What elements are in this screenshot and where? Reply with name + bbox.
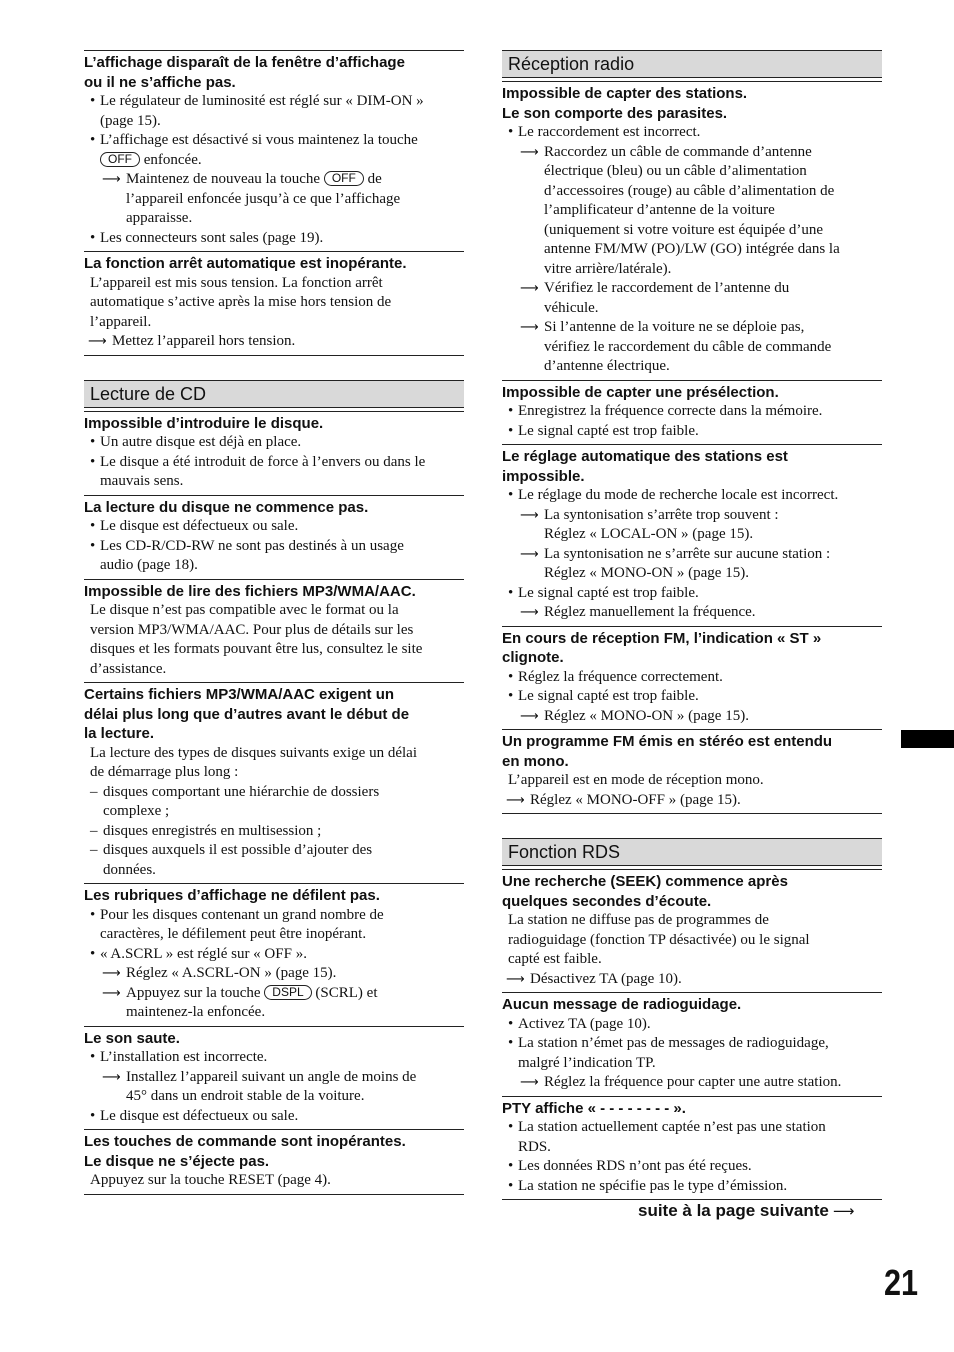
text-line: La station actuellement captée n’est pas une station	[518, 1119, 826, 1135]
text-line: Le son saute.	[84, 1029, 180, 1047]
text-line: audio (page 18).	[100, 557, 198, 573]
troubleshooting-entry	[84, 495, 464, 579]
text-line: d’antenne électrique.	[544, 358, 670, 374]
text-line: de démarrage plus long :	[90, 764, 239, 780]
dash-item	[84, 783, 464, 822]
text-line: (page 15).	[100, 112, 161, 129]
text-line: Les CD-R/CD-RW ne sont pas destinés à un usage	[100, 537, 404, 554]
text-line: Le signal capté est trop faible.	[518, 422, 699, 439]
text-line: en mono.	[502, 752, 569, 770]
text-line: Réglez « A.SCRL-ON » (page 15).	[126, 965, 337, 981]
text-line: L’affichage disparaît de la fenêtre d’affichage	[84, 54, 405, 71]
problem-heading	[502, 872, 882, 911]
troubleshooting-entry	[502, 1096, 882, 1201]
text-line: L’appareil est mis sous tension. La fonction arrêt	[90, 274, 383, 291]
text-line: maintenez-la enfoncée.	[126, 1004, 266, 1020]
cause-bullet	[502, 1177, 882, 1197]
cause-bullet	[502, 1034, 882, 1073]
section-heading-cd: Lecture de CD	[84, 380, 464, 408]
display-and-power-troubleshooting	[84, 50, 464, 356]
rds-troubleshooting	[502, 869, 882, 1200]
text-line: Réglez « MONO-ON » (page 15).	[544, 707, 749, 724]
text-line: malgré l’indication TP.	[518, 1054, 656, 1071]
troubleshooting-entry	[502, 81, 882, 380]
text-line: Maintenez de nouveau la touche	[126, 171, 324, 187]
cd-troubleshooting	[84, 411, 464, 1195]
cause-bullet	[502, 668, 882, 688]
text-line: enfoncée.	[140, 151, 202, 168]
text-line: Le disque est défectueux ou sale.	[100, 1107, 299, 1124]
text-line: d’assistance.	[90, 660, 167, 677]
explanation-text	[90, 601, 464, 679]
section-heading-radio: Réception radio	[502, 50, 882, 78]
problem-heading	[502, 995, 882, 1015]
text-line: de	[363, 171, 382, 187]
cause-bullet	[84, 453, 464, 492]
dash-item	[84, 841, 464, 880]
text-line: La lecture des types de disques suivants exige un délai	[90, 744, 417, 761]
cause-bullet	[84, 906, 464, 945]
problem-heading	[502, 447, 882, 486]
text-line: Les touches de commande sont inopérantes.	[84, 1133, 406, 1150]
troubleshooting-entry	[502, 729, 882, 814]
cause-bullet	[502, 486, 882, 506]
remedy-step	[84, 1068, 464, 1107]
problem-heading	[84, 254, 464, 274]
right-column	[502, 50, 882, 1200]
remedy-step	[502, 791, 882, 811]
troubleshooting-entry	[502, 626, 882, 730]
text-line: version MP3/WMA/AAC. Pour plus de détails sur les	[90, 621, 414, 638]
text-line: Le disque ne s’éjecte pas.	[84, 1152, 270, 1170]
text-line: Si l’antenne de la voiture ne se déploie pas,	[544, 319, 805, 335]
cause-bullet	[502, 1118, 882, 1157]
remedy-step	[502, 279, 882, 318]
text-line: PTY affiche « - - - - - - - - ».	[502, 1099, 686, 1117]
remedy-step	[502, 970, 882, 990]
text-line: disques enregistrés en multisession ;	[103, 822, 322, 839]
text-line: Aucun message de radioguidage.	[502, 996, 742, 1013]
arrow-right-icon: ⟶	[506, 792, 525, 808]
text-line: Le disque est défectueux ou sale.	[100, 518, 299, 534]
remedy-step	[84, 984, 464, 1023]
text-line: disques auxquels il est possible d’ajouter des	[103, 842, 373, 858]
dash-item	[84, 822, 464, 842]
explanation-text	[90, 1171, 464, 1191]
text-line: Raccordez un câble de commande d’antenne	[544, 143, 812, 160]
remedy-step	[84, 170, 464, 229]
remedy-step	[502, 318, 882, 377]
text-line: Réglez « LOCAL-ON » (page 15).	[544, 526, 754, 542]
problem-heading	[84, 53, 464, 92]
troubleshooting-entry	[84, 579, 464, 683]
text-line: l’appareil.	[90, 313, 152, 330]
text-line: d’accessoires (rouge) au câble d’alimentation de	[544, 182, 835, 199]
text-line: Le réglage du mode de recherche locale est incorrect.	[518, 487, 839, 503]
cause-bullet	[84, 517, 464, 537]
text-line: la lecture.	[84, 725, 155, 742]
remedy-step	[84, 332, 464, 352]
arrow-right-icon: ⟶	[520, 546, 539, 562]
remedy-step	[84, 964, 464, 984]
remedy-step	[502, 603, 882, 623]
text-line: véhicule.	[544, 299, 599, 316]
text-line: Le son comporte des parasites.	[502, 104, 728, 122]
text-line: Enregistrez la fréquence correcte dans la mémoire.	[518, 403, 823, 419]
section-heading-rds: Fonction RDS	[502, 838, 882, 866]
troubleshooting-entry	[84, 1026, 464, 1130]
text-line: (uniquement si votre voiture est équipée d’une	[544, 221, 824, 238]
explanation-text	[90, 744, 464, 783]
text-line: ou il ne s’affiche pas.	[84, 73, 236, 91]
text-line: Les rubriques d’affichage ne défilent pas.	[84, 887, 380, 904]
arrow-right-icon: ⟶	[88, 334, 107, 349]
text-line: La syntonisation s’arrête trop souvent :	[544, 506, 779, 523]
troubleshooting-entry	[502, 869, 882, 992]
arrow-right-icon: ⟶	[520, 708, 539, 724]
remedy-step	[502, 143, 882, 280]
text-line: l’amplificateur d’antenne de la voiture	[544, 202, 775, 218]
arrow-right-icon: ⟶	[102, 172, 121, 187]
arrow-right-icon: ⟶	[520, 507, 539, 523]
troubleshooting-entry	[84, 411, 464, 495]
troubleshooting-entry	[84, 883, 464, 1026]
arrow-right-icon: ⟶	[832, 1202, 855, 1220]
text-line: Réglez « MONO-ON » (page 15).	[544, 565, 749, 581]
problem-heading	[84, 685, 464, 744]
problem-heading	[502, 1099, 882, 1119]
cause-bullet	[84, 1048, 464, 1068]
text-line: Le raccordement est incorrect.	[518, 124, 701, 140]
text-line: Un autre disque est déjà en place.	[100, 434, 302, 450]
problem-heading	[502, 84, 882, 123]
arrow-right-icon: ⟶	[102, 985, 121, 1001]
text-line: clignote.	[502, 649, 564, 666]
troubleshooting-entry	[84, 682, 464, 883]
text-line: 45° dans un endroit stable de la voiture.	[126, 1088, 365, 1104]
text-line: La syntonisation ne s’arrête sur aucune station :	[544, 545, 831, 562]
text-line: Les connecteurs sont sales (page 19).	[100, 229, 324, 246]
cause-bullet	[84, 229, 464, 249]
text-line: Réglez la fréquence pour capter une autre station.	[544, 1074, 842, 1090]
text-line: Appuyez sur la touche	[126, 984, 265, 1001]
cause-bullet	[502, 402, 882, 422]
troubleshooting-entry	[502, 380, 882, 445]
text-line: Le disque n’est pas compatible avec le format ou la	[90, 602, 399, 618]
text-line: l’appareil enfoncée jusqu’à ce que l’affichage	[126, 190, 401, 207]
key-button-label: OFF	[324, 171, 364, 186]
text-line: (SCRL) et	[311, 984, 378, 1001]
text-line: Pour les disques contenant un grand nombre de	[100, 906, 384, 923]
text-line: apparaisse.	[126, 210, 193, 226]
text-line: « A.SCRL » est réglé sur « OFF ».	[100, 945, 307, 962]
arrow-right-icon: ⟶	[102, 966, 121, 981]
problem-heading	[84, 582, 464, 602]
text-line: vitre arrière/latérale).	[544, 260, 672, 277]
text-line: Le disque a été introduit de force à l’envers ou dans le	[100, 453, 426, 470]
text-line: Impossible d’introduire le disque.	[84, 414, 324, 432]
text-line: L’appareil est en mode de réception mono.	[508, 772, 764, 788]
text-line: Installez l’appareil suivant un angle de moins de	[126, 1068, 417, 1085]
text-line: données.	[103, 861, 156, 878]
text-line: La station ne diffuse pas de programmes de	[508, 912, 769, 928]
troubleshooting-entry	[502, 992, 882, 1096]
text-line: Impossible de lire des fichiers MP3/WMA/AAC.	[84, 582, 416, 600]
problem-heading	[84, 1029, 464, 1049]
text-line: Impossible de capter des stations.	[502, 85, 748, 102]
text-line: En cours de réception FM, l’indication « ST »	[502, 629, 822, 647]
text-line: capté est faible.	[508, 951, 602, 967]
remedy-step	[502, 707, 882, 727]
text-line: quelques secondes d’écoute.	[502, 892, 712, 910]
text-line: Impossible de capter une présélection.	[502, 383, 779, 401]
cause-bullet	[502, 687, 882, 707]
text-line: L’installation est incorrecte.	[100, 1049, 268, 1065]
text-line: Mettez l’appareil hors tension.	[112, 333, 296, 349]
problem-heading	[84, 414, 464, 434]
continued-label: suite à la page suivante	[638, 1201, 829, 1220]
text-line: Désactivez TA (page 10).	[530, 970, 682, 987]
explanation-text	[90, 274, 464, 333]
text-line: Le signal capté est trop faible.	[518, 688, 699, 704]
cause-bullet	[502, 1015, 882, 1035]
text-line: Un programme FM émis en stéréo est entendu	[502, 733, 833, 750]
text-line: Une recherche (SEEK) commence après	[502, 873, 788, 890]
text-line: La fonction arrêt automatique est inopérante.	[84, 255, 407, 272]
cause-bullet	[84, 537, 464, 576]
text-line: Appuyez sur la touche RESET (page 4).	[90, 1172, 331, 1188]
problem-heading	[84, 1132, 464, 1171]
remedy-step	[502, 506, 882, 545]
cause-bullet	[502, 422, 882, 442]
text-line: La lecture du disque ne commence pas.	[84, 498, 369, 516]
arrow-right-icon: ⟶	[520, 281, 539, 296]
problem-heading	[502, 732, 882, 771]
troubleshooting-entry	[84, 50, 464, 251]
continued-next-page	[638, 1201, 854, 1221]
arrow-right-icon: ⟶	[520, 320, 539, 335]
text-line: Réglez la fréquence correctement.	[518, 668, 723, 685]
problem-heading	[84, 886, 464, 906]
text-line: La station ne spécifie pas le type d’émission.	[518, 1177, 788, 1194]
remedy-step	[502, 545, 882, 584]
text-line: complexe ;	[103, 803, 170, 819]
left-column	[84, 50, 464, 1195]
text-line: disques et les formats pouvant être lus, consultez le site	[90, 641, 423, 657]
text-line: Vérifiez le raccordement de l’antenne du	[544, 280, 790, 296]
text-line: La station n’émet pas de messages de radioguidage,	[518, 1035, 829, 1051]
text-line: impossible.	[502, 467, 585, 485]
text-line: automatique s’active après la mise hors tension de	[90, 294, 392, 310]
cause-bullet	[502, 1157, 882, 1177]
cause-bullet	[84, 131, 464, 170]
text-line: mauvais sens.	[100, 473, 184, 489]
problem-heading	[84, 498, 464, 518]
cause-bullet	[84, 1107, 464, 1127]
problem-heading	[502, 629, 882, 668]
explanation-text	[508, 771, 882, 791]
text-line: RDS.	[518, 1138, 551, 1155]
troubleshooting-entry	[84, 1129, 464, 1195]
text-line: radioguidage (fonction TP désactivée) ou le signal	[508, 931, 810, 948]
explanation-text	[508, 911, 882, 970]
remedy-step	[502, 1073, 882, 1093]
text-line: Le signal capté est trop faible.	[518, 584, 699, 601]
radio-troubleshooting	[502, 81, 882, 814]
text-line: disques comportant une hiérarchie de dossiers	[103, 783, 380, 800]
cause-bullet	[84, 433, 464, 453]
text-line: Réglez manuellement la fréquence.	[544, 604, 756, 620]
cause-bullet	[502, 123, 882, 143]
text-line: Certains fichiers MP3/WMA/AAC exigent un	[84, 686, 395, 703]
text-line: Le réglage automatique des stations est	[502, 448, 788, 465]
key-button-label: OFF	[100, 152, 140, 167]
text-line: vérifiez le raccordement du câble de commande	[544, 338, 832, 355]
troubleshooting-entry	[502, 444, 882, 626]
cause-bullet	[84, 945, 464, 965]
arrow-right-icon: ⟶	[506, 971, 525, 987]
text-line: Les données RDS n’ont pas été reçues.	[518, 1158, 752, 1174]
page-number: 21	[884, 1262, 919, 1303]
chapter-tab-marker	[901, 730, 954, 748]
arrow-right-icon: ⟶	[102, 1069, 121, 1085]
cause-bullet	[84, 92, 464, 131]
text-line: Activez TA (page 10).	[518, 1015, 651, 1032]
troubleshooting-entry	[84, 251, 464, 356]
arrow-right-icon: ⟶	[520, 1075, 539, 1090]
text-line: délai plus long que d’autres avant le début de	[84, 705, 410, 723]
key-button-label: DSPL	[264, 985, 311, 1000]
text-line: caractères, le défilement peut être inopérant.	[100, 926, 367, 942]
arrow-right-icon: ⟶	[520, 144, 539, 160]
text-line: Réglez « MONO-OFF » (page 15).	[530, 791, 741, 808]
text-line: L’affichage est désactivé si vous maintenez la touche	[100, 132, 418, 148]
text-line: électrique (bleu) ou un câble d’alimentation	[544, 163, 807, 179]
problem-heading	[502, 383, 882, 403]
arrow-right-icon: ⟶	[520, 605, 539, 620]
cause-bullet	[502, 584, 882, 604]
text-line: Le régulateur de luminosité est réglé sur « DIM-ON »	[100, 93, 424, 109]
text-line: antenne FM/MW (PO)/LW (GO) intégrée dans la	[544, 241, 840, 257]
